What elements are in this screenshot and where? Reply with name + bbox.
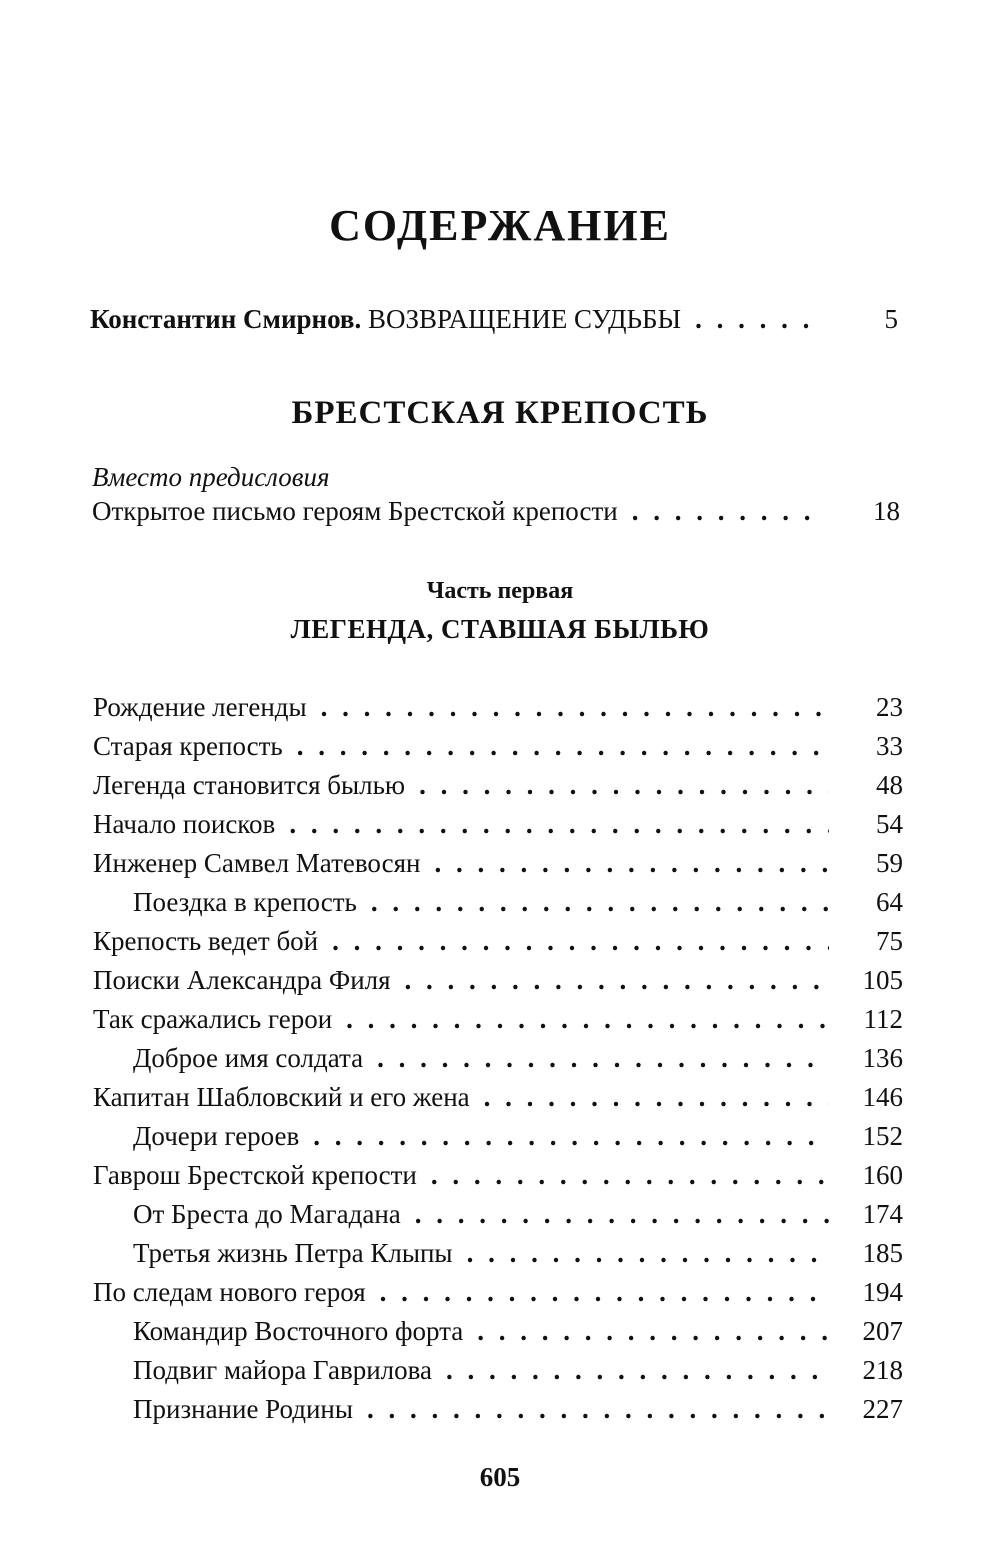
- entry-label: Гаврош Брестской крепости: [93, 1160, 417, 1190]
- section-title: БРЕСТСКАЯ КРЕПОСТЬ: [291, 395, 709, 431]
- toc-subentry: [133, 1394, 903, 1430]
- toc-subentry: [133, 1121, 903, 1157]
- page-number: 48: [876, 770, 903, 800]
- dot-leader: [380, 1277, 829, 1308]
- page-number: 218: [862, 1355, 903, 1385]
- entry-label: Капитан Шабловский и его жена: [93, 1082, 470, 1112]
- page-number: 64: [876, 887, 903, 917]
- toc-entry: [93, 1082, 903, 1118]
- page-number: 5: [884, 304, 898, 334]
- dot-leader: [446, 1355, 829, 1386]
- toc-subentry: [133, 1238, 903, 1274]
- dot-leader: [321, 692, 829, 723]
- toc-entry: [93, 692, 903, 728]
- part-label: Часть первая: [426, 578, 574, 604]
- dot-leader: [297, 731, 829, 762]
- toc-entry: [93, 848, 903, 884]
- entry-label: Открытое письмо героям Брестской крепости: [92, 496, 618, 526]
- page-number: 146: [862, 1082, 903, 1112]
- toc-subentry: [133, 887, 903, 923]
- entry-label: Инженер Самвел Матевосян: [93, 848, 421, 878]
- page-number: 152: [862, 1121, 903, 1151]
- entry-label: Крепость ведет бой: [93, 926, 319, 956]
- page-number: 194: [862, 1277, 903, 1307]
- page-number: 207: [862, 1316, 903, 1346]
- dot-leader: [367, 1394, 829, 1425]
- entry-label: Так сражались герои: [93, 1004, 333, 1034]
- toc-entry: [93, 1277, 903, 1313]
- page-number: 105: [862, 965, 903, 995]
- dot-leader: [467, 1238, 829, 1269]
- part-title: ЛЕГЕНДА, СТАВШАЯ БЫЛЬЮ: [290, 614, 710, 644]
- dot-leader: [434, 848, 829, 879]
- entry-label: Командир Восточного форта: [133, 1316, 464, 1346]
- entry-label: Доброе имя солдата: [133, 1043, 364, 1073]
- dot-leader: [332, 926, 829, 957]
- toc-subentry: [133, 1043, 903, 1079]
- page-number: 227: [862, 1394, 903, 1424]
- page-number: 33: [876, 731, 903, 761]
- page-number: 54: [876, 809, 903, 839]
- dot-leader: [371, 887, 829, 918]
- page-number: 23: [876, 692, 903, 722]
- page-number: 136: [862, 1043, 903, 1073]
- dot-leader: [632, 496, 826, 527]
- entry-label: От Бреста до Магадана: [133, 1199, 401, 1229]
- page-number: 112: [863, 1004, 903, 1034]
- intro-title: ВОЗВРАЩЕНИЕ СУДЬБЫ: [367, 304, 682, 334]
- dot-leader: [377, 1043, 829, 1074]
- page-number: 174: [862, 1199, 903, 1229]
- dot-leader: [405, 965, 829, 996]
- dot-leader: [289, 809, 829, 840]
- toc-subentry: [133, 1355, 903, 1391]
- entry-label: Поездка в крепость: [133, 887, 357, 917]
- toc-entry: [93, 926, 903, 962]
- toc-entry: [93, 1160, 903, 1196]
- page-number: 75: [876, 926, 903, 956]
- dot-leader: [419, 770, 829, 801]
- dot-leader: [415, 1199, 829, 1230]
- entry-label: Рождение легенды: [93, 692, 307, 722]
- toc-entry-letter: [92, 496, 900, 532]
- entry-label: Старая крепость: [93, 731, 283, 761]
- toc-entry-intro: [90, 304, 898, 340]
- page-number: 160: [862, 1160, 903, 1190]
- entry-label: Подвиг майора Гаврилова: [133, 1355, 433, 1385]
- toc-entry: [93, 770, 903, 806]
- intro-author: Константин Смирнов.: [90, 304, 362, 334]
- dot-leader: [477, 1316, 829, 1347]
- toc-entry: [93, 1004, 903, 1040]
- entry-label: По следам нового героя: [93, 1277, 366, 1307]
- entry-label: Третья жизнь Петра Клыпы: [133, 1238, 453, 1268]
- page-number: 185: [862, 1238, 903, 1268]
- entry-label: Начало поисков: [93, 809, 276, 839]
- entry-label: Легенда становится былью: [93, 770, 406, 800]
- page-number: 59: [876, 848, 903, 878]
- entry-label: Поиски Александра Филя: [93, 965, 391, 995]
- dot-leader: [431, 1160, 829, 1191]
- entry-label: Признание Родины: [133, 1394, 354, 1424]
- dot-leader: [484, 1082, 829, 1113]
- dot-leader: [346, 1004, 829, 1035]
- toc-entry: [93, 809, 903, 845]
- section-subheading: Вместо предисловия: [92, 462, 330, 492]
- folio-page-number: 605: [479, 1462, 521, 1492]
- entry-label: Дочери героев: [133, 1121, 300, 1151]
- toc-subentry: [133, 1199, 903, 1235]
- toc-entry: [93, 731, 903, 767]
- toc-subentry: [133, 1316, 903, 1352]
- page-title: СОДЕРЖАНИЕ: [329, 201, 671, 250]
- toc-entry: [93, 965, 903, 1001]
- dot-leader: [695, 304, 824, 335]
- page-number: 18: [873, 496, 900, 526]
- dot-leader: [313, 1121, 829, 1152]
